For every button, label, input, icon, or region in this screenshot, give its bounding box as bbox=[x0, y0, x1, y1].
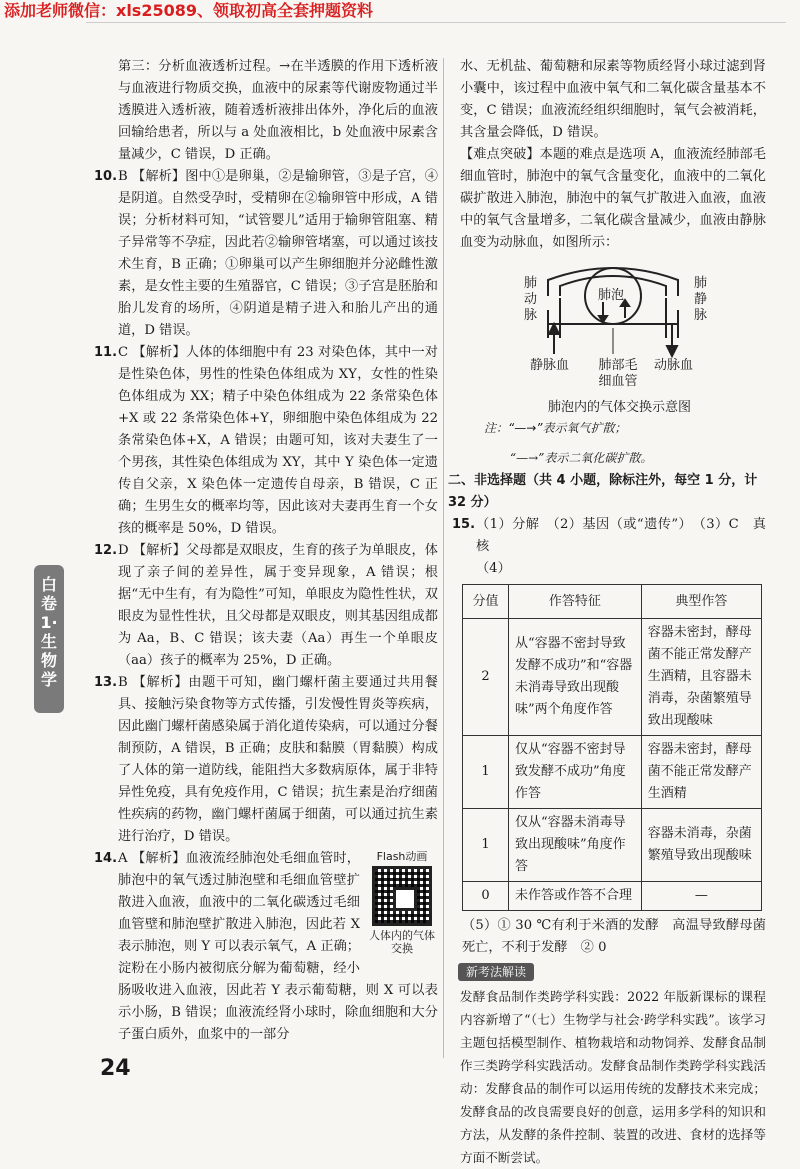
score-cell: 1 bbox=[463, 809, 509, 882]
question-number: 11. bbox=[94, 345, 118, 360]
column-header: 作答特征 bbox=[509, 585, 642, 619]
answer-q15-part5: （5）① 30 ℃有利于米酒的发酵 高温导致酵母菌死亡，不利于发酵 ② 0 bbox=[462, 918, 766, 955]
answer-text: B 【解析】图中①是卵巢，②是输卵管，③是子宫，④是阴道。自然受孕时，受精卵在②输卵管中形成，A 错误；分析材料可知，“试管婴儿”适用于输卵管阻塞、精子异常等不孕症，因此若②输卵管堵塞，可以通过该技术生育，B 正确；①卵巢可以产生卵细胞并分泌雌性激素，是女性主要的生殖器官，C 错误；③子宫是胚胎和胎儿发育的场所，④阴道是精子进入和胎儿产出的通道，D 错误。 bbox=[118, 169, 438, 338]
answer-q15-part1: （1）分解 （2）基因（或“遗传”） （3）C 真核 bbox=[476, 517, 766, 554]
table-header-row bbox=[463, 585, 762, 619]
promo-banner: 添加老师微信：xls25089、领取初高全套押题资料 bbox=[4, 1, 373, 20]
question-number: 12. bbox=[94, 543, 118, 558]
arrowhead bbox=[667, 346, 677, 356]
diagram-caption: 肺泡内的气体交换示意图 bbox=[548, 400, 692, 415]
answer-q12 bbox=[86, 540, 438, 672]
table-row bbox=[463, 809, 762, 882]
example-cell: 容器未密封，酵母菌不能正常发酵产生酒精 bbox=[641, 736, 761, 809]
label-arterial-blood: 动脉血 bbox=[654, 358, 694, 373]
question-number: 10. bbox=[94, 169, 118, 184]
answer-q13 bbox=[86, 672, 438, 848]
answer-q14 bbox=[86, 848, 438, 1046]
page-number: 24 bbox=[100, 1056, 131, 1081]
arrowhead bbox=[549, 324, 559, 334]
feature-cell: 仅从“容器未消毒导致出现酸味”角度作答 bbox=[509, 809, 642, 882]
diagram-note-co2: “—→”表示二氧化碳扩散。 bbox=[510, 451, 653, 465]
section-heading: 二、非选择题（共 4 小题，除标注外，每空 1 分，计 32 分） bbox=[448, 473, 758, 510]
left-column bbox=[86, 56, 438, 1046]
table-row bbox=[463, 736, 762, 809]
answer-q15-part4: （4） bbox=[476, 561, 511, 576]
answer-text: A 【解析】血液流经肺泡处毛细血管时，肺泡中的氧气透过肺泡壁和毛细血管壁扩散进入血液，血液中的二氧化碳透过毛细血管壁和肺泡壁扩散进入肺泡，因此若 X 表示肺泡，则 Y 可以表示氧气，A 正确；淀粉在小肠内被彻底分解为葡萄糖，经小肠吸收进入血液，因此若 Y 表示葡萄糖，则 X 可以表示小肠，B 错误；血液流经肾小球时，除血细胞和大分子蛋白质外，血浆中的一部分 bbox=[118, 851, 438, 1042]
score-cell: 0 bbox=[463, 882, 509, 911]
score-cell: 1 bbox=[463, 736, 509, 809]
question-number: 14. bbox=[94, 851, 118, 866]
label-pulmonary-artery: 肺动脉 bbox=[524, 276, 538, 323]
feature-cell: 仅从“容器不密封导致发酵不成功”角度作答 bbox=[509, 736, 642, 809]
qr-caption-bottom: 人体内的气体交换 bbox=[369, 929, 435, 955]
right-column bbox=[448, 56, 766, 1169]
new-exam-badge: 新考法解读 bbox=[458, 963, 534, 981]
answer-text: C 【解析】人体的体细胞中有 23 对染色体，其中一对是性染色体，男性的性染色体组成为 XY，女性的性染色体组成为 XX；精子中染色体组成为 22 条常染色体+X 或 22 条常染色体+Y，卵细胞中染色体组成为 22 条常染色体+X，A 错误；由题可知，该对夫妻生了一个男孩，其性染色体组成为 XY，其中 Y 染色体一定遗传自父亲，X 染色体一定遗传自母亲，B 错误，C 正确；生男生女的概率均等，因此该对夫妻再生育一个女孩的概率是 50%，D 错误。 bbox=[118, 345, 438, 536]
interpretation-text: 发酵食品制作类跨学科实践：2022 年版新课标的课程内容新增了“（七）生物学与社会·跨学科实践”。该学习主题包括模型制作、植物栽培和动物饲养、发酵食品制作三类跨学科实践活动。发酵食品制作类跨学科实践活动：发酵食品的制作可以运用传统的发酵技术来完成；发酵食品的改良需要良好的创意，运用多学科的知识和方法，从发酵的条件控制、装置的改进、食材的选择等方面不断尝试。 bbox=[460, 989, 766, 1165]
example-cell: 容器未消毒，杂菌繁殖导致出现酸味 bbox=[641, 809, 761, 882]
qr-caption-top: Flash动画 bbox=[376, 850, 428, 863]
answer-q14-continued: 水、无机盐、葡萄糖和尿素等物质经肾小球过滤到肾小囊中，该过程中血液中氧气和二氧化碳含量基本不变，C 错误；血液流经组织细胞时，氧气会被消耗，其含量会降低，D 错误。 bbox=[460, 59, 766, 140]
score-cell: 2 bbox=[463, 619, 509, 736]
feature-cell: 未作答或作答不合理 bbox=[509, 882, 642, 911]
question-number: 15. bbox=[452, 517, 476, 532]
column-divider bbox=[443, 58, 444, 1058]
question-number: 13. bbox=[94, 675, 118, 690]
example-cell: — bbox=[641, 882, 761, 911]
side-tab: 白卷1·生物学 bbox=[34, 565, 64, 713]
vessel-bottom-outline bbox=[548, 310, 678, 324]
label-capillary: 肺部毛细血管 bbox=[598, 358, 638, 389]
qr-code-icon[interactable] bbox=[372, 866, 432, 926]
alveolus-gas-exchange-diagram bbox=[448, 258, 766, 448]
difficulty-note: 【难点突破】本题的难点是选项 A，血液流经肺部毛细血管时，肺泡中的氧气含量变化，血液中的二氧化碳扩散进入肺泡，肺泡中的氧气扩散进入血液，血液中的氧气含量增多，二氧化碳含量减少，血液由静脉血变为动脉血，如图所示： bbox=[460, 147, 766, 250]
table-row bbox=[463, 882, 762, 911]
feature-cell: 从“容器不密封导致发酵不成功”和“容器未消毒导致出现酸味”两个角度作答 bbox=[509, 619, 642, 736]
column-header: 分值 bbox=[463, 585, 509, 619]
column-header: 典型作答 bbox=[641, 585, 761, 619]
answer-text: D 【解析】父母都是双眼皮，生育的孩子为单眼皮，体现了亲子间的差异性，属于变异现象，A 错误；根据“无中生有，有为隐性”可知，单眼皮为隐性性状，双眼皮为显性性状，且父母都是双眼皮，则其基因组成都为 Aa，B、C 错误；该夫妻（Aa）再生一个单眼皮（aa）孩子的概率为 25%，D 正确。 bbox=[118, 543, 438, 668]
diagram-note-oxygen: 注：“—→”表示氧气扩散； bbox=[484, 421, 627, 435]
label-pulmonary-vein: 肺静脉 bbox=[694, 276, 708, 323]
answer-q11 bbox=[86, 342, 438, 540]
label-venous-blood: 静脉血 bbox=[530, 358, 570, 373]
answer-q9-continued: 第三：分析血液透析过程。→在半透膜的作用下透析液与血液进行物质交换，血液中的尿素等代谢废物通过半透膜进入透析液，随着透析液排出体外，净化后的血液回输给患者，所以与 a 处血液相比，b 处血液中尿素含量减少，C 错误，D 正确。 bbox=[118, 59, 438, 162]
example-cell: 容器未密封，酵母菌不能正常发酵产生酒精，且容器未消毒，杂菌繁殖导致出现酸味 bbox=[641, 619, 761, 736]
label-alveolus: 肺泡 bbox=[598, 288, 625, 303]
answer-q10 bbox=[86, 166, 438, 342]
table-row bbox=[463, 619, 762, 736]
qr-code-block[interactable] bbox=[366, 850, 438, 955]
scoring-table bbox=[462, 584, 762, 911]
answer-text: B 【解析】由题干可知，幽门螺杆菌主要通过共用餐具、接触污染食物等方式传播，引发慢性胃炎等疾病，因此幽门螺杆菌感染属于消化道传染病，可以通过分餐制预防，A 错误，B 正确；皮肤和黏膜（胃黏膜）构成了人体的第一道防线，能阻挡大多数病原体，属于非特异性免疫，具有免疫作用，C 错误；抗生素是治疗细菌性疾病的药物，幽门螺杆菌属于细菌，可以通过抗生素进行治疗，D 错误。 bbox=[118, 675, 438, 844]
answer-q15 bbox=[448, 514, 766, 580]
header-rule bbox=[86, 22, 786, 23]
